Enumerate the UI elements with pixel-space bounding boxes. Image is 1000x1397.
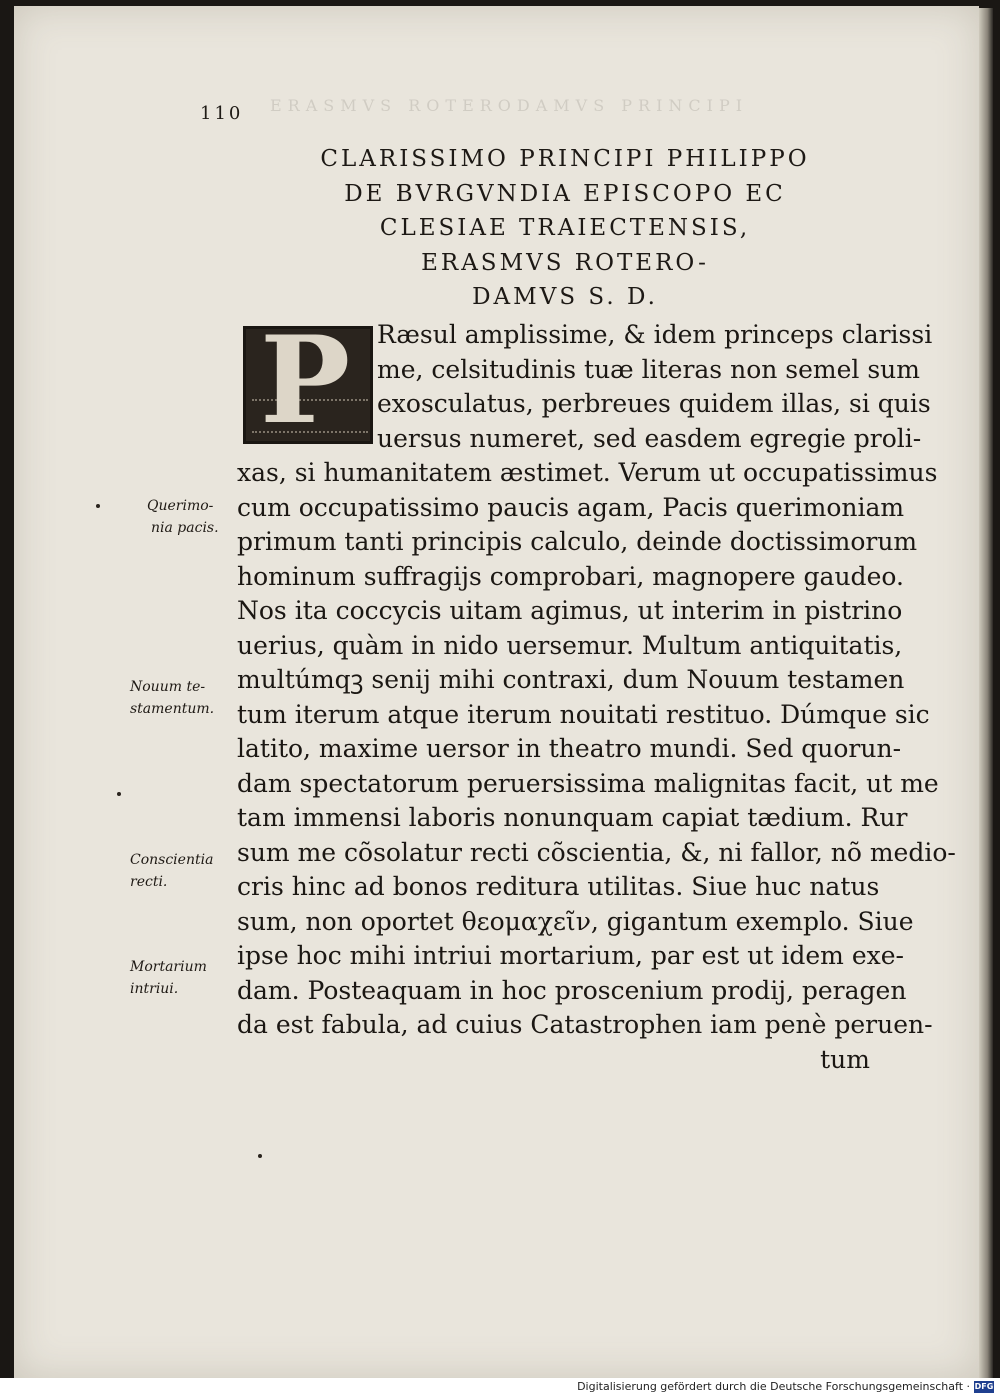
text-line: multúmqꝫ senij mihi contraxi, dum Nouum testamen [237, 665, 905, 694]
ink-speck [258, 1154, 262, 1158]
text-line: xas, si humanitatem æstimet. Verum ut occupatissimus [237, 458, 938, 487]
heading-line: DAMVS S. D. [472, 284, 658, 310]
page-edge [979, 8, 993, 1378]
heading-line: ERASMVS ROTERO- [421, 249, 709, 276]
text-line: ipse hoc mihi intriui mortarium, par est ut idem exe- [237, 941, 904, 970]
text-line: Ræsul amplissime, & idem princeps clarissi [377, 320, 933, 349]
margin-note [130, 676, 214, 720]
heading-line: CLESIAE TRAIECTENSIS, [379, 215, 751, 241]
margin-note-line: Conscientia [130, 852, 214, 868]
heading-line: CLARISSIMO PRINCIPI PHILIPPO [320, 146, 810, 172]
text-line: cum occupatissimo paucis agam, Pacis querimoniam [237, 492, 905, 522]
show-through-text: ERASMVS ROTERODAMVS PRINCIPI [270, 96, 749, 115]
margin-note-line: nia pacis. [151, 520, 219, 536]
margin-note [130, 849, 213, 893]
margin-note-line: recti. [130, 874, 168, 890]
text-line: da est fabula, ad cuius Catastrophen iam penè peruen- [237, 1010, 933, 1039]
initial-letter: P [260, 326, 351, 444]
margin-note [130, 956, 207, 1000]
margin-note [147, 495, 219, 539]
text-line: exosculatus, perbreues quidem illas, si quis [377, 389, 931, 418]
margin-note-line: intriui. [130, 981, 179, 997]
text-line: dam. Posteaquam in hoc proscenium prodij, peragen [237, 975, 907, 1005]
margin-note-line: Querimo- [147, 498, 214, 514]
text-line: uerius, quàm in nido uersemur. Multum antiquitatis, [237, 630, 903, 660]
text-line: dam spectatorum peruersissima malignitas facit, ut me [237, 768, 939, 798]
text-line: primum tanti principis calculo, deinde doctissimorum [237, 527, 918, 556]
catchword: tum [820, 1044, 870, 1074]
text-line: Nos ita coccycis uitam agimus, ut interim in pistrino [237, 596, 903, 625]
heading-line: DE BVRGVNDIA EPISCOPO EC [344, 180, 786, 207]
text-line: hominum suffragijs comprobari, magnopere gaudeo. [237, 561, 904, 591]
text-line: uersus numeret, sed easdem egregie proli- [377, 423, 922, 453]
text-line: tum iterum atque iterum nouitati restituo. Dúmque sic [237, 699, 930, 729]
page-number: 110 [200, 103, 244, 124]
text-line: me, celsitudinis tuæ literas non semel sum [377, 354, 920, 384]
margin-note-line: Nouum te- [130, 679, 206, 695]
letter-body [237, 318, 956, 1077]
text-line: tam immensi laboris nonunquam capiat tædium. Rur [237, 803, 908, 832]
digitization-credit: Digitalisierung gefördert durch die Deutsche Forschungsgemeinschaft · [577, 1380, 970, 1393]
text-line: sum me cõsolatur recti cõscientia, &, ni fallor, nõ medio- [237, 837, 956, 867]
text-line: latito, maxime uersor in theatro mundi. Sed quorun- [237, 734, 902, 763]
margin-note-line: stamentum. [130, 701, 215, 717]
ink-speck [117, 792, 121, 796]
margin-note-line: Mortarium [130, 959, 207, 975]
text-line: cris hinc ad bonos reditura utilitas. Siue huc natus [237, 872, 880, 901]
ink-speck [96, 504, 100, 508]
text-line: sum, non oportet θεομαχεῖν, gigantum exemplo. Siue [237, 906, 914, 936]
dfg-logo: DFG [974, 1382, 994, 1391]
dedication-heading [240, 142, 890, 315]
